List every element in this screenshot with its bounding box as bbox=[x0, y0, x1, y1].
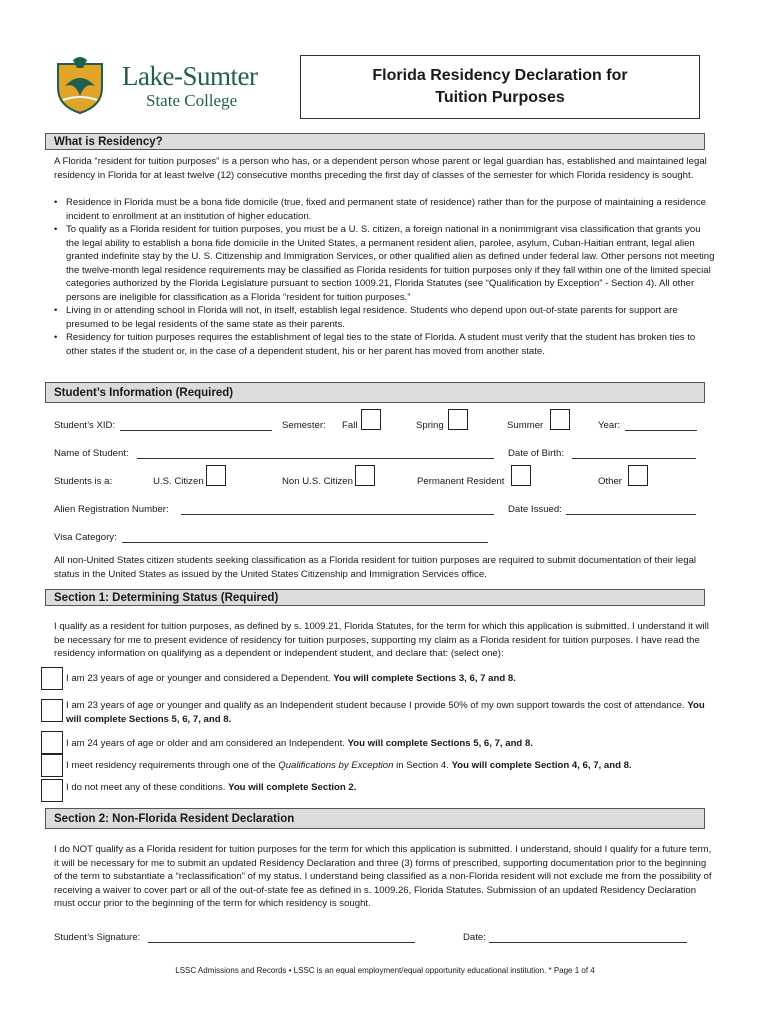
logo-text-line1: Lake-Sumter bbox=[122, 61, 258, 91]
fall-checkbox[interactable] bbox=[361, 409, 381, 430]
us-citizen-checkbox[interactable] bbox=[206, 465, 226, 486]
signature-date-label: Date: bbox=[463, 932, 486, 943]
dob-field[interactable] bbox=[572, 448, 696, 459]
option-independent-age-checkbox[interactable] bbox=[41, 731, 63, 754]
non-citizen-note: All non-United States citizen students seeking classification as a Florida resident for tuition purposes are required to submit documentation of their legal status in the United States as issued by the United States Citizenship and Immigration Services office. bbox=[54, 555, 697, 580]
student-name-label: Name of Student: bbox=[54, 448, 129, 459]
page-footer: LSSC Admissions and Records • LSSC is an equal employment/equal opportunity educational institution. * Page 1 of 4 bbox=[175, 966, 595, 975]
residency-bullet: • Residency for tuition purposes requires the establishment of legal ties to the state of Florida. A student must verify that the student has broken ties to other states if the student or, in the case of a dependent student, his or her parent has moved from another state. bbox=[54, 331, 716, 358]
other-label: Other bbox=[598, 476, 622, 487]
option-exception-checkbox[interactable] bbox=[41, 754, 63, 777]
option-dependent-text: I am 23 years of age or younger and considered a Dependent. You will complete Sections 3, 6, 7 and 8. bbox=[66, 673, 516, 684]
summer-label: Summer bbox=[507, 420, 544, 431]
form-title-line1: Florida Residency Declaration for bbox=[372, 67, 628, 84]
option-independent-support-checkbox[interactable] bbox=[41, 699, 63, 722]
section1-heading: Section 1: Determining Status (Required) bbox=[45, 589, 705, 606]
option-exception-text: I meet residency requirements through one of the Qualifications by Exception in Section 4. You will complete Section 4, 6, 7, and 8. bbox=[66, 760, 632, 771]
date-issued-label: Date Issued: bbox=[508, 504, 562, 515]
visa-category-label: Visa Category: bbox=[54, 532, 117, 543]
visa-category-field[interactable] bbox=[122, 532, 488, 543]
section2-heading: Section 2: Non-Florida Resident Declaration bbox=[45, 808, 705, 829]
date-issued-field[interactable] bbox=[566, 504, 696, 515]
logo-text-line2: State College bbox=[146, 91, 238, 110]
option-none-text: I do not meet any of these conditions. You will complete Section 2. bbox=[66, 782, 357, 793]
non-us-citizen-label: Non U.S. Citizen bbox=[282, 476, 353, 487]
section2-body: I do NOT qualify as a Florida resident for tuition purposes for the term for which this application is submitted. I understand, should I qualify for a future term, it will be necessary for me to submit an updated Residency Declaration and three (3) forms of prescribed, supporting documentation prior to the beginning of the term to substantiate a “reclassification” of my status. I understand being classified as a non-Florida resident will not exclude me from the possibility of receiving a waiver to cover part or all of the out-of-state fee as defined in s. 1009.26, Florida Statutes. Submission of an updated Residency Declaration must occur prior to the beginning of the term for which residency is sought. bbox=[54, 844, 712, 909]
residency-heading: What is Residency? bbox=[45, 133, 705, 150]
permanent-resident-checkbox[interactable] bbox=[511, 465, 531, 486]
non-us-citizen-checkbox[interactable] bbox=[355, 465, 375, 486]
signature-date-field[interactable] bbox=[489, 932, 687, 943]
spring-label: Spring bbox=[416, 420, 444, 431]
year-label: Year: bbox=[598, 420, 621, 431]
option-independent-age-text: I am 24 years of age or older and am considered an Independent. You will complete Sections 5, 6, 7, and 8. bbox=[66, 738, 533, 749]
permanent-resident-label: Permanent Resident bbox=[417, 476, 505, 487]
residency-bullet-list bbox=[54, 196, 716, 358]
summer-checkbox[interactable] bbox=[550, 409, 570, 430]
alien-registration-field[interactable] bbox=[181, 504, 494, 515]
signature-label: Student’s Signature: bbox=[54, 932, 141, 943]
residency-bullet: • Residence in Florida must be a bona fide domicile (true, fixed and permanent state of residence) rather than for the purpose of maintaining a residence incident to enrollment at an institution of higher education. bbox=[54, 196, 716, 223]
alien-registration-label: Alien Registration Number: bbox=[54, 504, 169, 515]
year-field[interactable] bbox=[625, 420, 697, 431]
dob-label: Date of Birth: bbox=[508, 448, 564, 459]
option-none-checkbox[interactable] bbox=[41, 779, 63, 802]
signature-field[interactable] bbox=[148, 932, 415, 943]
form-title-line2: Tuition Purposes bbox=[435, 89, 565, 106]
college-logo-icon bbox=[55, 56, 105, 114]
residency-bullet: • To qualify as a Florida resident for tuition purposes, you must be a U. S. citizen, a foreign national in a nonimmigrant visa classification that grants you the legal ability to establish a bona fide domicile in the United States, a permanent resident alien, parolee, asylum, Cuban-Haitian entrant, legal alien granted indefinite stay by the U. S. Citizenship and Immigration Services, or other qualified alien as defined under federal law. Other persons not meeting the twelve-month legal residence requirements may be classified as Florida residents for tuition purposes only if they fall within one of the limited special categories authorized by the Florida Legislature pursuant to section 1009.21, Florida Statutes (see “Qualification by Exception” - Section 4). All other persons are ineligible for classification as a Florida “resident for tuition purposes.” bbox=[54, 223, 716, 304]
us-citizen-label: U.S. Citizen bbox=[153, 476, 204, 487]
section1-intro: I qualify as a resident for tuition purposes, as defined by s. 1009.21, Florida Statutes, for the term for which this application is submitted. I understand it will be necessary for me to present evidence of residency for tuition purposes, supporting my claim as a Florida resident for tuition purposes. I have read the residency information on qualifying as a dependent or independent student, and declare that: (select one): bbox=[54, 621, 709, 659]
semester-label: Semester: bbox=[282, 420, 326, 431]
xid-label: Student’s XID: bbox=[54, 420, 116, 431]
option-dependent-checkbox[interactable] bbox=[41, 667, 63, 690]
residency-bullet: • Living in or attending school in Florida will not, in itself, establish legal residence. Students who depend upon out-of-state parents for support are presumed to be legal residents of the same state as their parents. bbox=[54, 304, 716, 331]
spring-checkbox[interactable] bbox=[448, 409, 468, 430]
xid-field[interactable] bbox=[120, 420, 272, 431]
student-name-field[interactable] bbox=[137, 448, 494, 459]
other-checkbox[interactable] bbox=[628, 465, 648, 486]
form-title bbox=[300, 55, 700, 119]
student-info-heading: Student’s Information (Required) bbox=[45, 382, 705, 403]
students-is-label: Students is a: bbox=[54, 476, 113, 487]
option-independent-support-text: I am 23 years of age or younger and qualify as an Independent student because I provide 50% of my own support towards the cost of attendance. You will complete Sections 5, 6, 7, and 8. bbox=[66, 700, 705, 725]
fall-label: Fall bbox=[342, 420, 358, 431]
residency-intro: A Florida “resident for tuition purposes” is a person who has, or a dependent person whose parent or legal guardian has, established and maintained legal residency in Florida for at least twelve (12) consecutive months preceding the first day of classes of the semester for which Florida residency is sought. bbox=[54, 156, 707, 181]
